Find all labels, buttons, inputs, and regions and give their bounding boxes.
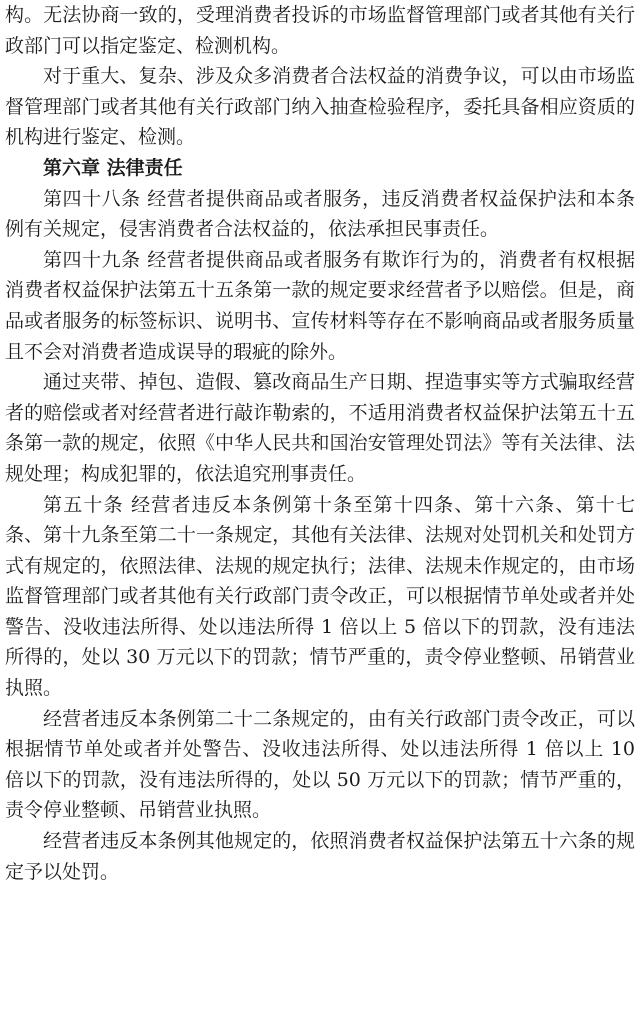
article-50-paragraph-2: 经营者违反本条例第二十二条规定的，由有关行政部门责令改正，可以根据情节单处或者并处警告、没收违法所得、处以违法所得 1 倍以上 10 倍以下的罚款，没有违法所得的，处以 50 万元以下的罚款；情节严重的，责令停业整顿、吊销营业执照。 — [5, 707, 635, 822]
chapter-heading: 第六章 法律责任 — [43, 156, 183, 179]
article-50: 第五十条 经营者违反本条例第十条至第十四条、第十六条、第十七条、第十九条至第二十一条规定，其他有关法律、法规对处罚机关和处罚方式有规定的，依照法律、法规的规定执行；法律、法规未作规定的，由市场监督管理部门或者其他有关行政部门责令改正，可以根据情节单处或者并处警告、没收违法所得、处以违法所得 1 倍以上 5 倍以下的罚款，没有违法所得的，处以 30 万元以下的罚款；情节严重的，责令停业整顿、吊销营业执照。 — [5, 493, 635, 700]
paragraph-major-disputes: 对于重大、复杂、涉及众多消费者合法权益的消费争议，可以由市场监督管理部门或者其他有关行政部门纳入抽查检验程序，委托具备相应资质的机构进行鉴定、检测。 — [5, 65, 635, 149]
document-page — [5, 0, 635, 887]
article-50-paragraph-3: 经营者违反本条例其他规定的，依照消费者权益保护法第五十六条的规定予以处罚。 — [5, 830, 635, 883]
paragraph-continuation: 构。无法协商一致的，受理消费者投诉的市场监督管理部门或者其他有关行政部门可以指定鉴定、检测机构。 — [5, 4, 635, 57]
article-49: 第四十九条 经营者提供商品或者服务有欺诈行为的，消费者有权根据消费者权益保护法第五十五条第一款的规定要求经营者予以赔偿。但是，商品或者服务的标签标识、说明书、宣传材料等存在不影响商品或者服务质量且不会对消费者造成误导的瑕疵的除外。 — [5, 248, 635, 363]
article-48: 第四十八条 经营者提供商品或者服务，违反消费者权益保护法和本条例有关规定，侵害消费者合法权益的，依法承担民事责任。 — [5, 187, 635, 241]
article-49-paragraph-2: 通过夹带、掉包、造假、篡改商品生产日期、捏造事实等方式骗取经营者的赔偿或者对经营者进行敲诈勒索的，不适用消费者权益保护法第五十五条第一款的规定，依照《中华人民共和国治安管理处罚法》等有关法律、法规处理；构成犯罪的，依法追究刑事责任。 — [5, 371, 635, 485]
